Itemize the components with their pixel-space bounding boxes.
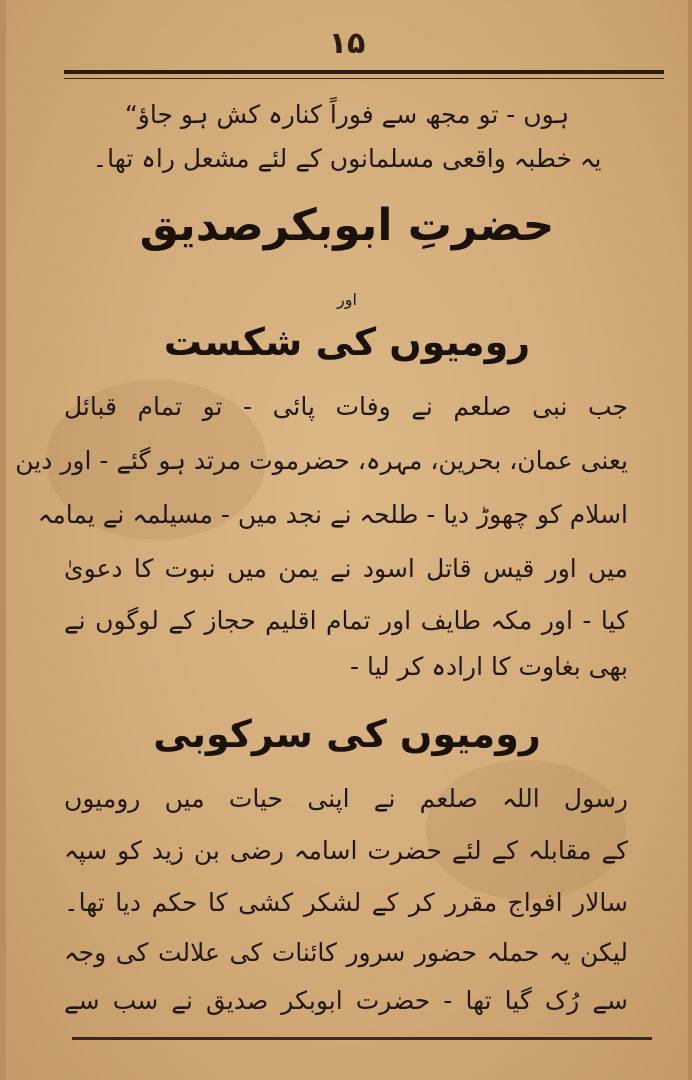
section-1-line: جب نبی صلعم نے وفات پائی - تو تمام قبائل <box>64 392 628 421</box>
section-2-line: لیکن یہ حملہ حضور سرور کائنات کی علالت کی وجہ <box>64 938 628 967</box>
section-1-line: اسلام کو چھوڑ دیا - طلحہ نے نجد میں - مسیلمہ نے یمامہ <box>37 500 628 529</box>
section-2-line: سے رُک گیا تھا - حضرت ابوبکر صدیق نے سب سے <box>64 986 628 1015</box>
paper-stain <box>426 760 626 900</box>
section-2-line: سالار افواج مقرر کر کے لشکر کشی کا حکم دیا تھا۔ <box>64 888 628 917</box>
page-number: ۱۵ <box>328 26 366 61</box>
intro-line: ہوں - تو مجھ سے فوراً کنارہ کش ہو جاؤ“ <box>124 100 570 129</box>
header-rule-thin <box>64 78 664 79</box>
heading-abu-bakr: حضرتِ ابوبکرصدیق <box>139 200 555 251</box>
section-2-line: کے مقابلہ کے لئے حضرت اسامہ رضی بن زید کو سپہ <box>64 836 628 865</box>
section-1-line: کیا - اور مکہ طایف اور تمام اقلیم حجاز کے لوگوں نے <box>64 606 628 635</box>
section-1-line: میں اور قیس قاتل اسود نے یمن میں نبوت کا دعویٰ <box>64 554 628 583</box>
intro-line: یہ خطبہ واقعی مسلمانوں کے لئے مشعل راہ تھا۔ <box>92 144 602 173</box>
heading-romans-defeat: رومیوں کی شکست <box>163 320 531 364</box>
footer-rule <box>72 1037 652 1040</box>
section-1-line: یعنی عمان، بحرین، مہرہ، حضرموت مرتد ہو گئے - اور دین <box>15 446 628 475</box>
section-2-line: رسول اللہ صلعم نے اپنی حیات میں رومیوں <box>64 784 628 813</box>
header-rule <box>64 70 664 74</box>
section-1-line: بھی بغاوت کا ارادہ کر لیا - <box>349 652 628 681</box>
heading-connector: اور <box>337 290 357 309</box>
heading-romans-suppression: رومیوں کی سرکوبی <box>153 712 541 756</box>
